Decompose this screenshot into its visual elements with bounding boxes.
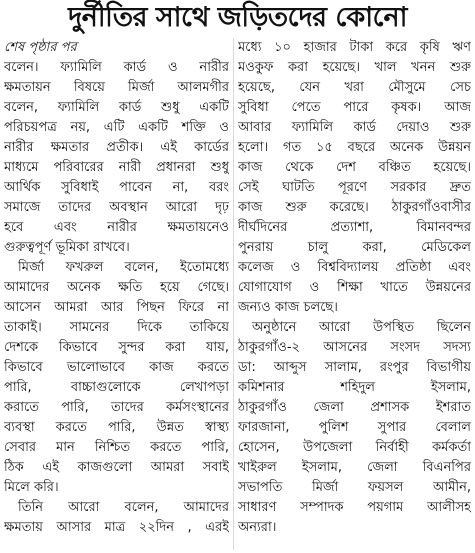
text-line: পুনরায় চালু করা, মেডিকেল (238, 240, 471, 255)
text-line: নারীর ক্ষমতার প্রতীক। এই কার্ডের (4, 140, 229, 155)
text-line: তিনি আরো বলেন, আমাদের (18, 500, 229, 515)
text-line: ক্ষমতায় আসার মাত্র ২২দিন , এরই (4, 520, 229, 535)
text-line: ঠাকুরগাঁও জেলা প্রশাসক ইশরাত (238, 400, 471, 415)
text-line: অনুষ্ঠানে আরো উপস্থিত ছিলেন (252, 320, 471, 335)
text-line: আর্থিক সুবিধাই পাবেন না, বরং (4, 180, 229, 195)
left-column (4, 38, 229, 550)
text-line: মিলে করি। (4, 480, 59, 495)
text-line: ডা: আব্দুস সালাম, রংপুর বিভাগীয় (238, 360, 471, 375)
text-line: মির্জা ফখরুল বলেন, ইতোমধ্যে (18, 260, 229, 275)
text-line: দেশকে কিভাবে সুন্দর করা যায়, (4, 340, 229, 355)
text-line: কাজ থেকে দেশ বঞ্চিত হয়েছে। (238, 160, 471, 175)
headline: দুর্নীতির সাথে জড়িতদের কোনো (68, 2, 407, 33)
text-line: সেবার মান নিশ্চিত করতে পারি, (4, 440, 229, 455)
text-line: হবে এবং নারীর ক্ষমতায়নেও (4, 220, 229, 235)
text-line: কলেজ ও বিশ্ববিদ্যালয় প্রতিষ্ঠা এবং (238, 260, 471, 275)
text-line: করাতে পারি, তাদের কর্মসংস্থানের (4, 400, 229, 415)
text-line: সেই ঘাটতি পূরণে সরকার দ্রুত (238, 180, 471, 195)
text-line: ফারজানা, পুলিশ সুপার বেলাল (238, 420, 471, 435)
text-line: জন্যও কাজ চলছে। (238, 300, 338, 315)
text-line: ক্ষমতায়ন বিষয়ে মির্জা আলমগীর (4, 80, 229, 95)
text-line: কমিশনার শহিদুল ইসলাম, (238, 380, 471, 395)
text-line: পরিচয়পত্র নয়, এটি একটি শক্তি ও (4, 120, 229, 135)
text-line: কিভাবে ভালোভাবে কাজ করতে (4, 360, 229, 375)
text-line: অন্যরা। (238, 520, 277, 535)
text-line: ঠিক এই কাজগুলো আমরা সবাই (4, 460, 229, 475)
column-divider (233, 38, 234, 550)
text-line: সাধারণ সম্পাদক পয়গাম আলীসহ (238, 500, 471, 515)
text-line: মধ্যে ১০ হাজার টাকা করে কৃষি ঋণ (238, 40, 471, 55)
text-line: মওকুফ করা হয়েছে। খাল খনন শুরু (238, 60, 471, 75)
text-line: খাইরুল ইসলাম, জেলা বিএনপির (238, 460, 471, 475)
text-line: সমাজে তাদের অবস্থান আরো দৃঢ় (4, 200, 229, 215)
text-line: আসেন আমরা আর পিছন ফিরে না (4, 300, 229, 315)
continuation-label: শেষ পৃষ্ঠার পর (4, 40, 77, 55)
text-line: যোগাযোগ ও শিক্ষা খাতে উন্নয়নের (238, 280, 471, 295)
text-line: সুবিধা পেতে পারে কৃষক। আজ (238, 100, 471, 115)
text-line: তাকাই। সামনের দিকে তাকিয়ে (4, 320, 229, 335)
text-line: পারি, বাচ্চাগুলোকে লেখাপড়া (4, 380, 229, 395)
text-line: হয়েছে, যেন খরা মৌসুমে সেচ (238, 80, 471, 95)
text-line: হোসেন, উপজেলা নির্বাহী কর্মকর্তা (238, 440, 471, 455)
text-line: আমাদের অনেক ক্ষতি হয়ে গেছে। (4, 280, 229, 295)
text-line: আবার ফ্যামিলি কার্ড দেয়াও শুরু (238, 120, 471, 135)
text-line: হলো। গত ১৫ বছরে অনেক উন্নয়ন (238, 140, 471, 155)
text-line: কাজ শুরু করেছে। ঠাকুরগাঁওবাসীর (238, 200, 471, 215)
text-line: দীর্ঘদিনের প্রত্যাশা, বিমানবন্দর (238, 220, 471, 235)
text-line: সভাপতি মির্জা ফয়সল আমীন, (238, 480, 471, 495)
right-column (238, 38, 471, 550)
text-line: বলেন, ফ্যামিলি কার্ড শুধু একটি (4, 100, 229, 115)
text-line: মাধ্যমে পরিবারের নারী প্রধানরা শুধু (4, 160, 229, 175)
text-line: ব্যবস্থা করতে পারি, উন্নত স্বাস্থ্য (4, 420, 229, 435)
text-line: ঠাকুরগাঁও-২ আসনের সংসদ সদস্য (238, 340, 471, 355)
text-line: বলেন। ফ্যামিলি কার্ড ও নারীর (4, 60, 229, 75)
text-line: গুরুত্বপূর্ণ ভূমিকা রাখবে। (4, 240, 130, 255)
